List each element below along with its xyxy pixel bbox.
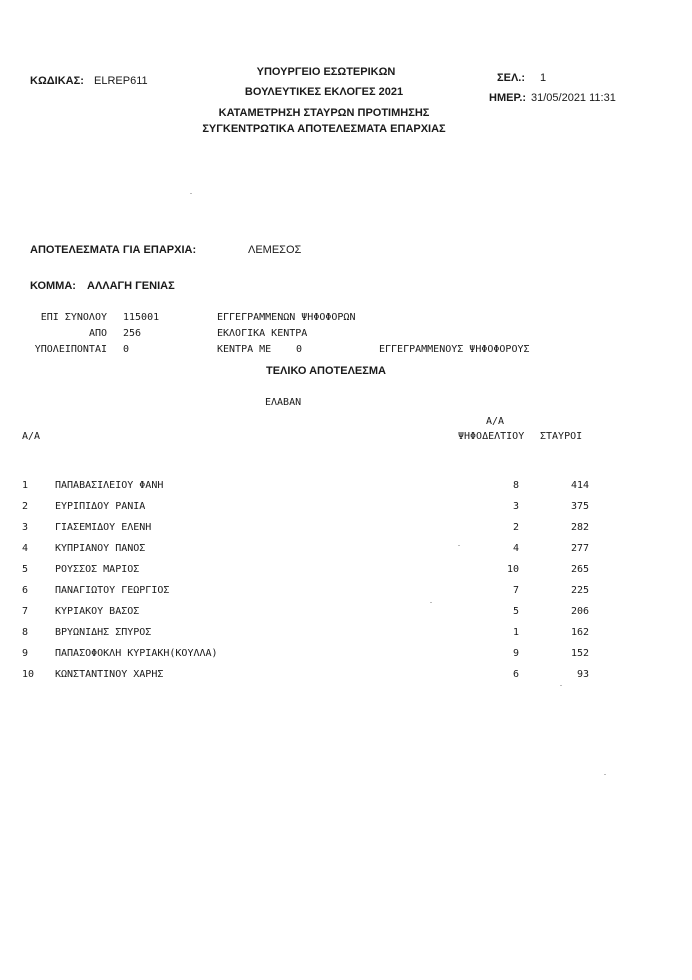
ballot-number: 8	[512, 480, 519, 491]
ballot-number: 7	[512, 585, 519, 596]
ballot-number: 9	[512, 648, 519, 659]
ministry-title: ΥΠΟΥΡΓΕΙΟ ΕΣΩΤΕΡΙΚΩΝ	[256, 66, 396, 78]
candidate-name: ΠΑΠΑΒΑΣΙΛΕΙΟΥ ΦΑΝΗ	[55, 480, 164, 491]
row-number: 1	[22, 480, 29, 491]
candidate-name: ΚΥΠΡΙΑΝΟΥ ΠΑΝΟΣ	[55, 543, 146, 554]
votes-count: 375	[570, 501, 589, 512]
ballot-number: 2	[512, 522, 519, 533]
row-number: 9	[22, 648, 29, 659]
candidate-name: ΒΡΥΩΝΙΔΗΣ ΣΠΥΡΟΣ	[55, 627, 152, 638]
candidate-name: ΚΩΝΣΤΑΝΤΙΝΟΥ ΧΑΡΗΣ	[55, 669, 164, 680]
votes-count: 414	[570, 480, 589, 491]
total-value: 115001	[123, 312, 160, 323]
final-result-title: ΤΕΛΙΚΟ ΑΠΟΤΕΛΕΣΜΑ	[266, 365, 386, 377]
candidate-name: ΡΟΥΣΣΟΣ ΜΑΡΙΟΣ	[55, 564, 140, 575]
votes-count: 206	[570, 606, 589, 617]
date-value: 31/05/2021 11:31	[531, 92, 616, 104]
from-label: ΑΠΟ	[88, 328, 107, 339]
candidate-name: ΚΥΡΙΑΚΟΥ ΒΑΣΟΣ	[55, 606, 140, 617]
col-votes-header: ΣΤΑΥΡΟΙ	[540, 431, 583, 442]
ballot-number: 10	[506, 564, 519, 575]
centers-value: 0	[296, 344, 303, 355]
district-value: ΛΕΜΕΣΟΣ	[248, 244, 302, 256]
total-label: ΕΠΙ ΣΥΝΟΛΟΥ	[40, 312, 107, 323]
row-number: 6	[22, 585, 29, 596]
votes-count: 93	[576, 669, 589, 680]
party-label: ΚΟΜΜΑ:	[30, 280, 76, 292]
centers-label: ΚΕΝΤΡΑ ΜΕ	[217, 344, 272, 355]
report-title-1: ΚΑΤΑΜΕΤΡΗΣΗ ΣΤΑΥΡΩΝ ΠΡΟΤΙΜΗΣΗΣ	[218, 107, 430, 119]
row-number: 7	[22, 606, 29, 617]
page-label: ΣΕΛ.:	[497, 72, 525, 84]
votes-count: 162	[570, 627, 589, 638]
from-value: 256	[123, 328, 142, 339]
row-number: 4	[22, 543, 29, 554]
votes-count: 265	[570, 564, 589, 575]
row-number: 10	[22, 669, 35, 680]
row-number: 5	[22, 564, 29, 575]
votes-count: 282	[570, 522, 589, 533]
ballot-number: 3	[512, 501, 519, 512]
row-number: 3	[22, 522, 29, 533]
col-aa-header: Α/Α	[22, 431, 41, 442]
ballot-number: 5	[512, 606, 519, 617]
election-title: ΒΟΥΛΕΥΤΙΚΕΣ ΕΚΛΟΓΕΣ 2021	[244, 86, 404, 98]
row-number: 2	[22, 501, 29, 512]
votes-count: 277	[570, 543, 589, 554]
district-label: ΑΠΟΤΕΛΕΣΜΑΤΑ ΓΙΑ ΕΠΑΡΧΙΑ:	[30, 244, 197, 256]
votes-count: 152	[570, 648, 589, 659]
from-desc: ΕΚΛΟΓΙΚΑ ΚΕΝΤΡΑ	[217, 328, 308, 339]
candidate-name: ΓΙΑΣΕΜΙΔΟΥ ΕΛΕΝΗ	[55, 522, 152, 533]
ballot-number: 4	[512, 543, 519, 554]
page-value: 1	[540, 72, 547, 84]
col-ballot-header: ΨΗΦΟΔΕΛΤΙΟΥ	[458, 431, 525, 442]
party-value: ΑΛΛΑΓΗ ΓΕΝΙΑΣ	[87, 280, 175, 292]
received-label: ΕΛΑΒΑΝ	[265, 397, 302, 408]
candidate-name: ΠΑΝΑΓΙΩΤΟΥ ΓΕΩΡΓΙΟΣ	[55, 585, 170, 596]
row-number: 8	[22, 627, 29, 638]
candidate-name: ΠΑΠΑΣΟΦΟΚΛΗ ΚΥΡΙΑΚΗ(ΚΟΥΛΛΑ)	[55, 648, 218, 659]
remaining-value: 0	[123, 344, 130, 355]
col-ballot-top-header: Α/Α	[486, 416, 505, 427]
report-title-2: ΣΥΓΚΕΝΤΡΩΤΙΚΑ ΑΠΟΤΕΛΕΣΜΑΤΑ ΕΠΑΡΧΙΑΣ	[202, 123, 446, 135]
remaining-label: ΥΠΟΛΕΙΠΟΝΤΑΙ	[34, 344, 107, 355]
date-label: ΗΜΕΡ.:	[489, 92, 527, 104]
total-desc: ΕΓΓΕΓΡΑΜΜΕΝΩΝ ΨΗΦΟΦΟΡΩΝ	[217, 312, 356, 323]
votes-count: 225	[570, 585, 589, 596]
ballot-number: 1	[512, 627, 519, 638]
code-label: ΚΩΔΙΚΑΣ:	[30, 75, 84, 87]
code-value: ELREP611	[94, 75, 148, 87]
candidate-name: ΕΥΡΙΠΙΔΟΥ ΡΑΝΙΑ	[55, 501, 146, 512]
ballot-number: 6	[512, 669, 519, 680]
centers-desc: ΕΓΓΕΓΡΑΜΜΕΝΟΥΣ ΨΗΦΟΦΟΡΟΥΣ	[379, 344, 530, 355]
